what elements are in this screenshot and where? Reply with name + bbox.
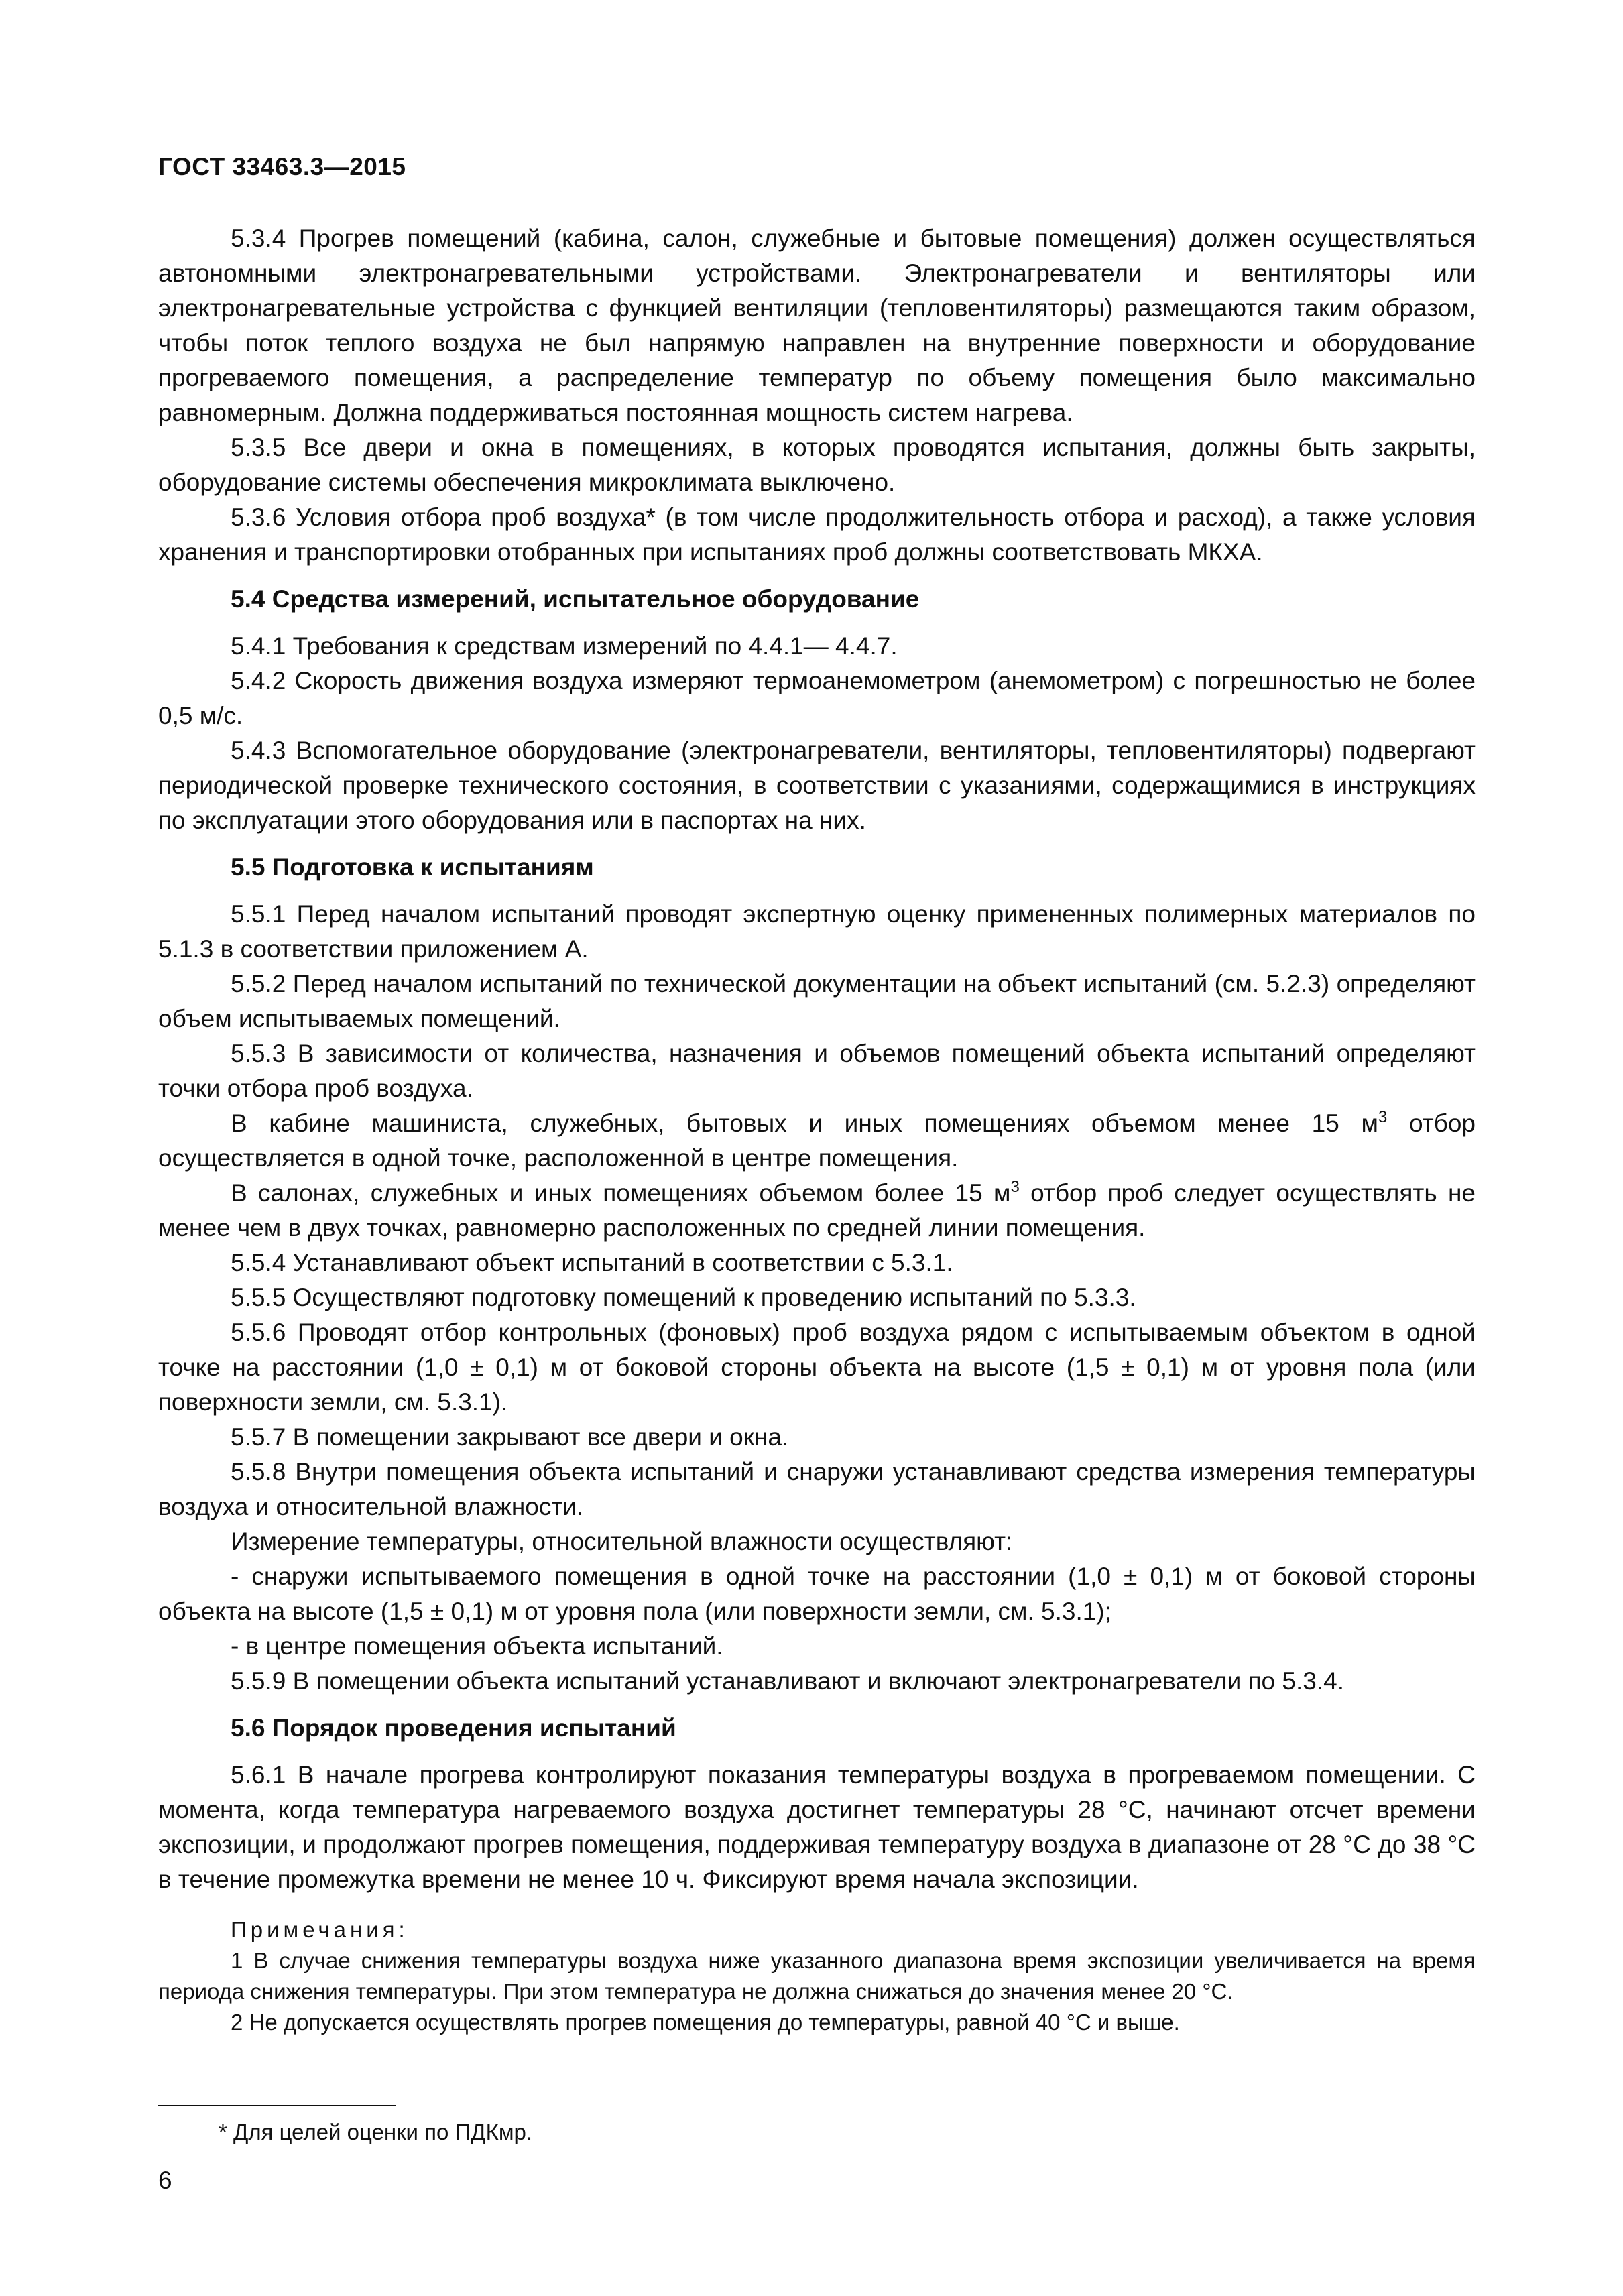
paragraph: 5.3.6 Условия отбора проб воздуха* (в том числе продолжительность отбора и расход), а также условия хранения и транспортировки отобранных при испытаниях проб должны соответствовать МКХА. [158, 503, 1476, 566]
paragraph: 5.5.6 Проводят отбор контрольных (фоновых) проб воздуха рядом с испытываемым объектом в одной точке на расстоянии (1,0 ± 0,1) м от боковой стороны объекта на высоте (1,5 ± 0,1) м от уровня пола (или поверхности земли, см. 5.3.1). [158, 1319, 1476, 1416]
paragraph: 5.5.7 В помещении закрывают все двери и окна. [231, 1423, 789, 1451]
paragraph: Измерение температуры, относительной влажности осуществляют: [231, 1528, 1013, 1555]
superscript: 3 [1378, 1108, 1388, 1126]
footnote: * Для целей оценки по ПДКмр. [219, 2120, 533, 2144]
paragraph-text: отбор осуществляется в одной точке, расположенной в центре помещения. [158, 1109, 1476, 1172]
paragraph [158, 1106, 1476, 1176]
paragraph: 5.4.2 Скорость движения воздуха измеряют термоанемометром (анемометром) с погрешностью не более 0,5 м/с. [158, 667, 1476, 729]
page-number: 6 [158, 2167, 172, 2194]
notes-title: Примечания: [231, 1917, 409, 1942]
document-body [158, 221, 1476, 2038]
paragraph: 5.5.5 Осуществляют подготовку помещений к проведению испытаний по 5.3.3. [231, 1284, 1136, 1311]
section-heading: 5.5 Подготовка к испытаниям [231, 853, 594, 881]
paragraph: - в центре помещения объекта испытаний. [231, 1632, 723, 1660]
footnote-divider [158, 2105, 396, 2106]
superscript: 3 [1010, 1178, 1020, 1196]
paragraph: 5.4.1 Требования к средствам измерений по 4.4.1— 4.4.7. [231, 632, 898, 660]
section-heading: 5.6 Порядок проведения испытаний [231, 1714, 676, 1742]
paragraph: 5.4.3 Вспомогательное оборудование (электронагреватели, вентиляторы, тепловентиляторы) подвергают периодической проверке технического состояния, в соответствии с указаниями, содержащимися в инструкциях по эксплуатации этого оборудования или в паспортах на них. [158, 737, 1476, 834]
paragraph: 5.3.4 Прогрев помещений (кабина, салон, служебные и бытовые помещения) должен осуществляться автономными электронагревательными устройствами. Электронагреватели и вентиляторы или электронагревательные устройства с функцией вентиляции (тепловентиляторы) размещаются таким образом, чтобы поток теплого воздуха не был напрямую направлен на внутренние поверхности и оборудование прогреваемого помещения, а распределение температур по объему помещения было максимально равномерным. Должна поддерживаться постоянная мощность систем нагрева. [158, 225, 1476, 426]
paragraph: 5.5.3 В зависимости от количества, назначения и объемов помещений объекта испытаний определяют точки отбора проб воздуха. [158, 1040, 1476, 1102]
paragraph: 5.5.2 Перед началом испытаний по технической документации на объект испытаний (см. 5.2.3) определяют объем испытываемых помещений. [158, 970, 1476, 1032]
paragraph: 5.5.4 Устанавливают объект испытаний в соответствии с 5.3.1. [231, 1249, 953, 1276]
paragraph [158, 1176, 1476, 1246]
section-heading: 5.4 Средства измерений, испытательное оборудование [231, 585, 920, 613]
paragraph-text: В салонах, служебных и иных помещениях объемом более 15 м [231, 1179, 1011, 1207]
paragraph: 5.6.1 В начале прогрева контролируют показания температуры воздуха в прогреваемом помещении. С момента, когда температура нагреваемого воздуха достигнет температуры 28 °С, начинают отсчет времени экспозиции, и продолжают прогрев помещения, поддерживая температуру воздуха в диапазоне от 28 °С до 38 °С в течение промежутка времени не менее 10 ч. Фиксируют время начала экспозиции. [158, 1761, 1476, 1893]
paragraph-text: В кабине машиниста, служебных, бытовых и иных помещениях объемом менее 15 м [231, 1109, 1378, 1137]
paragraph: - снаружи испытываемого помещения в одной точке на расстоянии (1,0 ± 0,1) м от боковой стороны объекта на высоте (1,5 ± 0,1) м от уровня пола (или поверхности земли, см. 5.3.1); [158, 1563, 1476, 1625]
paragraph-text: отбор проб следует осуществлять не менее чем в двух точках, равномерно расположенных по средней линии помещения. [158, 1179, 1476, 1242]
paragraph: 5.5.8 Внутри помещения объекта испытаний и снаружи устанавливают средства измерения температуры воздуха и относительной влажности. [158, 1458, 1476, 1520]
document-header: ГОСТ 33463.3—2015 [158, 153, 406, 180]
paragraph: 5.3.5 Все двери и окна в помещениях, в которых проводятся испытания, должны быть закрыты, оборудование системы обеспечения микроклимата выключено. [158, 434, 1476, 496]
note-item: 2 Не допускается осуществлять прогрев помещения до температуры, равной 40 °С и выше. [231, 2010, 1180, 2035]
paragraph: 5.5.1 Перед началом испытаний проводят экспертную оценку примененных полимерных материалов по 5.1.3 в соответствии приложением А. [158, 900, 1476, 963]
notes-block [158, 1915, 1476, 2038]
paragraph: 5.5.9 В помещении объекта испытаний устанавливают и включают электронагреватели по 5.3.4. [231, 1667, 1344, 1695]
note-item: 1 В случае снижения температуры воздуха ниже указанного диапазона время экспозиции увеличивается на время периода снижения температуры. При этом температура не должна снижаться до значения менее 20 °С. [158, 1948, 1476, 2004]
